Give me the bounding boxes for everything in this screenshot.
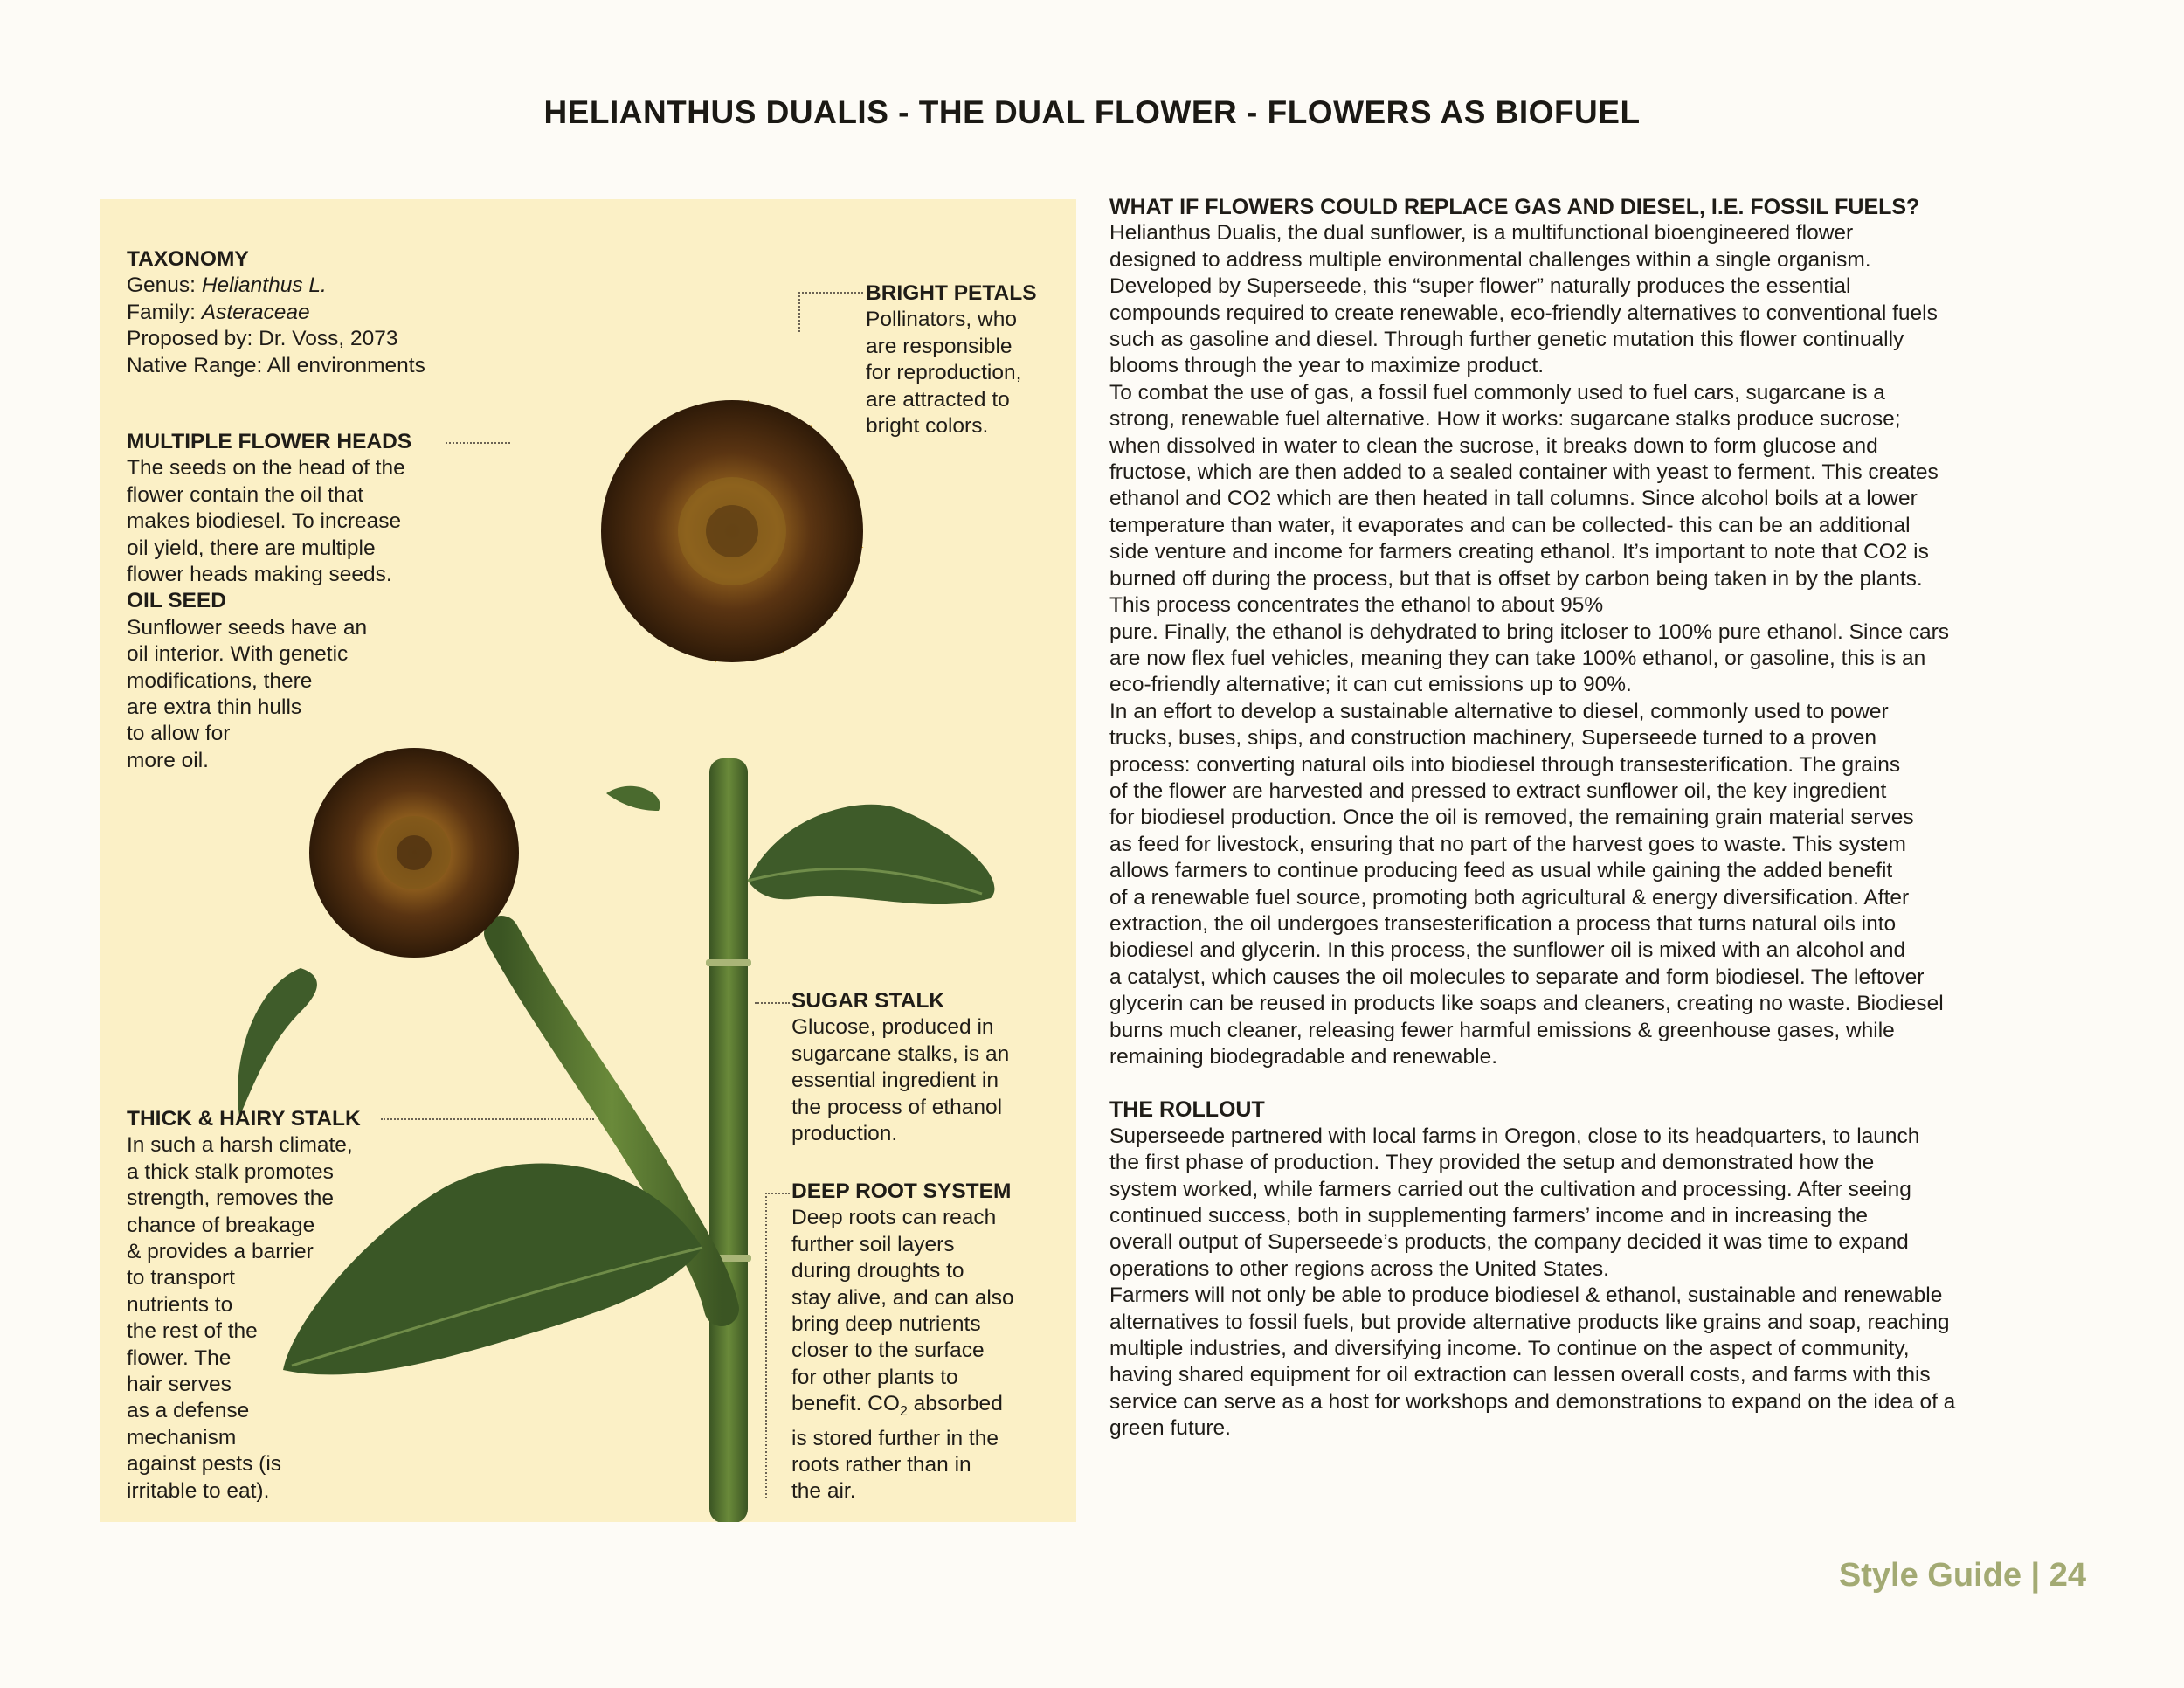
leader-line-stalk	[755, 1002, 790, 1004]
bright-petals-heading: BRIGHT PETALS	[866, 281, 1037, 305]
co2-text-after: absorbed	[907, 1392, 1003, 1416]
text-line: the process of ethanol	[791, 1095, 1003, 1119]
article-line: blooms through the year to maximize product.	[1109, 354, 1545, 378]
genus-value: Helianthus L.	[201, 273, 327, 298]
big-flower-head	[601, 400, 863, 662]
genus-label: Genus:	[127, 273, 202, 298]
article-line: continued success, both in supplementing farmers’ income and in increasing the	[1109, 1204, 1868, 1228]
leader-line-thick-stalk	[381, 1118, 594, 1120]
proposed-by: Proposed by: Dr. Voss, 2073	[127, 327, 398, 351]
text-line: a thick stalk promotes	[127, 1159, 334, 1184]
text-line: roots rather than in	[791, 1452, 971, 1477]
multiple-flower-heads-heading: MULTIPLE FLOWER HEADS	[127, 430, 412, 453]
taxonomy-block	[127, 246, 502, 379]
text-line: In such a harsh climate,	[127, 1133, 353, 1158]
sugar-stalk-heading: SUGAR STALK	[791, 989, 945, 1013]
article-line: system worked, while farmers carried out the cultivation and processing. After seeing	[1109, 1177, 1911, 1201]
article-line: process: converting natural oils into biodiesel through transesterification. The grains	[1109, 752, 1901, 777]
article-line: designed to address multiple environmental challenges within a single organism.	[1109, 247, 1871, 272]
text-line: further soil layers	[791, 1232, 955, 1256]
co2-line	[791, 1391, 1071, 1425]
text-line: Pollinators, who	[866, 308, 1017, 332]
text-line: oil interior. With genetic	[127, 642, 349, 667]
text-line: are attracted to	[866, 387, 1010, 412]
text-line: during droughts to	[791, 1259, 964, 1283]
leader-line-petals	[798, 292, 863, 294]
article-line: In an effort to develop a sustainable alternative to diesel, commonly used to power	[1109, 699, 1889, 723]
page-title: HELIANTHUS DUALIS - THE DUAL FLOWER - FLOWERS AS BIOFUEL	[543, 94, 1641, 130]
article-line: fructose, which are then added to a sealed container with yeast to ferment. This creates	[1109, 460, 1939, 485]
family-label: Family:	[127, 300, 202, 324]
text-line: production.	[791, 1122, 898, 1146]
thick-stalk-heading: THICK & HAIRY STALK	[127, 1107, 361, 1131]
text-line: are responsible	[866, 334, 1013, 358]
text-line: nutrients to	[127, 1292, 233, 1317]
article-line: green future.	[1109, 1416, 1231, 1441]
text-line: chance of breakage	[127, 1213, 315, 1237]
bright-petals-block	[866, 280, 1075, 439]
sugar-stalk-block	[791, 988, 1071, 1147]
article-line: multiple industries, and diversifying income. To continue on the aspect of community,	[1109, 1337, 1910, 1361]
article-line: a catalyst, which causes the oil molecules to separate and form biodiesel. The leftover	[1109, 965, 1925, 989]
article-line: operations to other regions across the United States.	[1109, 1256, 1609, 1281]
multiple-flower-heads-block	[127, 429, 502, 774]
article-heading-fossil-fuels: WHAT IF FLOWERS COULD REPLACE GAS AND DIESEL, I.E. FOSSIL FUELS?	[1109, 195, 1920, 219]
leaf-right	[748, 805, 994, 904]
text-line: for reproduction,	[866, 361, 1022, 385]
article-line: Helianthus Dualis, the dual sunflower, is a multifunctional bioengineered flower	[1109, 221, 1854, 246]
page-footer: Style Guide | 24	[1838, 1557, 2086, 1594]
text-line: makes biodiesel. To increase	[127, 509, 402, 534]
text-line: more oil.	[127, 748, 209, 772]
article-line: Developed by Superseede, this “super flower” naturally produces the essential	[1109, 274, 1851, 299]
article-line: compounds required to create renewable, eco-friendly alternatives to conventional fuels	[1109, 301, 1938, 325]
text-line: bring deep nutrients	[791, 1312, 981, 1337]
co2-text: benefit. CO	[791, 1392, 900, 1416]
article-line: side venture and income for farmers creating ethanol. It’s important to note that CO2 is	[1109, 540, 1929, 564]
article-line: Farmers will not only be able to produce biodiesel & ethanol, sustainable and renewable	[1109, 1283, 1943, 1308]
article-body	[1109, 194, 2097, 1442]
article-line: service can serve as a host for workshops and demonstrations to expand on the idea of a	[1109, 1389, 1956, 1414]
text-line: & provides a barrier	[127, 1240, 314, 1264]
article-line: of a renewable fuel source, promoting both agricultural & energy diversification. After	[1109, 885, 1910, 910]
article-line: trucks, buses, ships, and construction machinery, Superseede turned to a proven	[1109, 726, 1876, 751]
article-line: such as gasoline and diesel. Through further genetic mutation this flower continually	[1109, 328, 1904, 352]
text-line: for other plants to	[791, 1365, 958, 1389]
article-paragraphs-1	[1109, 220, 2097, 1070]
text-line: The seeds on the head of the	[127, 456, 405, 481]
taxonomy-heading: TAXONOMY	[127, 247, 249, 271]
article-line: biodiesel and glycerin. In this process, the sunflower oil is mixed with an alcohol and	[1109, 938, 1906, 963]
thick-stalk-block	[127, 1106, 415, 1505]
small-flower-head	[309, 748, 519, 958]
article-line: as feed for livestock, ensuring that no part of the harvest goes to waste. This system	[1109, 832, 1906, 856]
leader-line-petals-vertical	[798, 292, 800, 332]
article-line: This process concentrates the ethanol to about 95%	[1109, 593, 1604, 618]
oil-seed-heading: OIL SEED	[127, 589, 226, 613]
article-line: extraction, the oil undergoes transesterification a process that turns natural oils into	[1109, 911, 1897, 936]
article-line: Superseede partnered with local farms in Oregon, close to its headquarters, to launch	[1109, 1124, 1920, 1148]
text-line: flower. The	[127, 1346, 232, 1370]
article-line: having shared equipment for oil extraction can lessen overall costs, and farms with this	[1109, 1363, 1931, 1387]
article-line: To combat the use of gas, a fossil fuel commonly used to fuel cars, sugarcane is a	[1109, 380, 1885, 405]
native-range: Native Range: All environments	[127, 353, 425, 377]
article-line: ethanol and CO2 which are then heated in tall columns. Since alcohol boils at a lower	[1109, 487, 1918, 511]
article-line: burns much cleaner, releasing fewer harmful emissions & greenhouse gases, while	[1109, 1018, 1895, 1042]
article-line: glycerin can be reused in products like soaps and cleaners, creating no waste. Biodiesel	[1109, 992, 1944, 1016]
text-line: to allow for	[127, 722, 231, 746]
text-line: closer to the surface	[791, 1339, 985, 1363]
article-line: the first phase of production. They provided the setup and demonstrated how the	[1109, 1151, 1875, 1175]
text-line: are extra thin hulls	[127, 695, 302, 720]
text-line: modifications, there	[127, 668, 313, 693]
article-line: of the flower are harvested and pressed to extract sunflower oil, the key ingredient	[1109, 778, 1887, 803]
text-line: to transport	[127, 1266, 235, 1290]
article-line: are now flex fuel vehicles, meaning they can take 100% ethanol, or gasoline, this is an	[1109, 646, 1926, 670]
article-line: allows farmers to continue producing feed as usual while gaining the added benefit	[1109, 859, 1893, 883]
leader-line-roots-vertical	[765, 1193, 767, 1498]
family-value: Asteraceae	[201, 300, 310, 324]
text-line: strength, removes the	[127, 1186, 334, 1211]
deep-root-heading: DEEP ROOT SYSTEM	[791, 1180, 1012, 1203]
article-line: remaining biodegradable and renewable.	[1109, 1045, 1498, 1069]
text-line: stay alive, and can also	[791, 1285, 1014, 1310]
leaf-left	[238, 968, 317, 1117]
co2-subscript: 2	[899, 1404, 908, 1420]
article-line: when dissolved in water to clean the sucrose, it breaks down to form glucose and	[1109, 433, 1878, 458]
article-line: burned off during the process, but that is offset by carbon being taken in by the plants.	[1109, 566, 1923, 591]
article-line: alternatives to fossil fuels, but provide alternative products like grains and soap, reaching	[1109, 1310, 1950, 1334]
article-line: strong, renewable fuel alternative. How it works: sugarcane stalks produce sucrose;	[1109, 407, 1901, 432]
leader-line-flower-heads	[446, 442, 510, 444]
article-line: for biodiesel production. Once the oil is removed, the remaining grain material serves	[1109, 806, 1914, 830]
main-stem	[709, 758, 748, 1522]
text-line: the rest of the	[127, 1319, 258, 1344]
text-line: hair serves	[127, 1373, 232, 1397]
text-line: Sunflower seeds have an	[127, 615, 368, 640]
deep-root-block	[791, 1179, 1071, 1505]
text-line: sugarcane stalks, is an	[791, 1041, 1010, 1066]
article-line: pure. Finally, the ethanol is dehydrated to bring itcloser to 100% pure ethanol. Since cars	[1109, 619, 1950, 644]
text-line: irritable to eat).	[127, 1478, 270, 1503]
text-line: is stored further in the	[791, 1426, 999, 1450]
text-line: mechanism	[127, 1425, 237, 1449]
text-line: flower contain the oil that	[127, 482, 364, 507]
leader-line-roots	[765, 1193, 790, 1194]
text-line: against pests (is	[127, 1452, 282, 1477]
article-line: overall output of Superseede’s products, the company decided it was time to expand	[1109, 1230, 1909, 1255]
text-line: flower heads making seeds.	[127, 563, 392, 587]
text-line: oil yield, there are multiple	[127, 536, 376, 560]
article-line: eco-friendly alternative; it can cut emissions up to 90%.	[1109, 673, 1632, 697]
text-line: Deep roots can reach	[791, 1206, 997, 1230]
article-paragraphs-2	[1109, 1124, 2097, 1442]
article-line: temperature than water, it evaporates and can be collected- this can be an additional	[1109, 513, 1911, 537]
text-line: the air.	[791, 1479, 856, 1504]
text-line: bright colors.	[866, 414, 989, 439]
text-line: as a defense	[127, 1399, 250, 1423]
article-heading-rollout: THE ROLLOUT	[1109, 1097, 1265, 1123]
text-line: essential ingredient in	[791, 1069, 999, 1093]
text-line: Glucose, produced in	[791, 1015, 994, 1040]
